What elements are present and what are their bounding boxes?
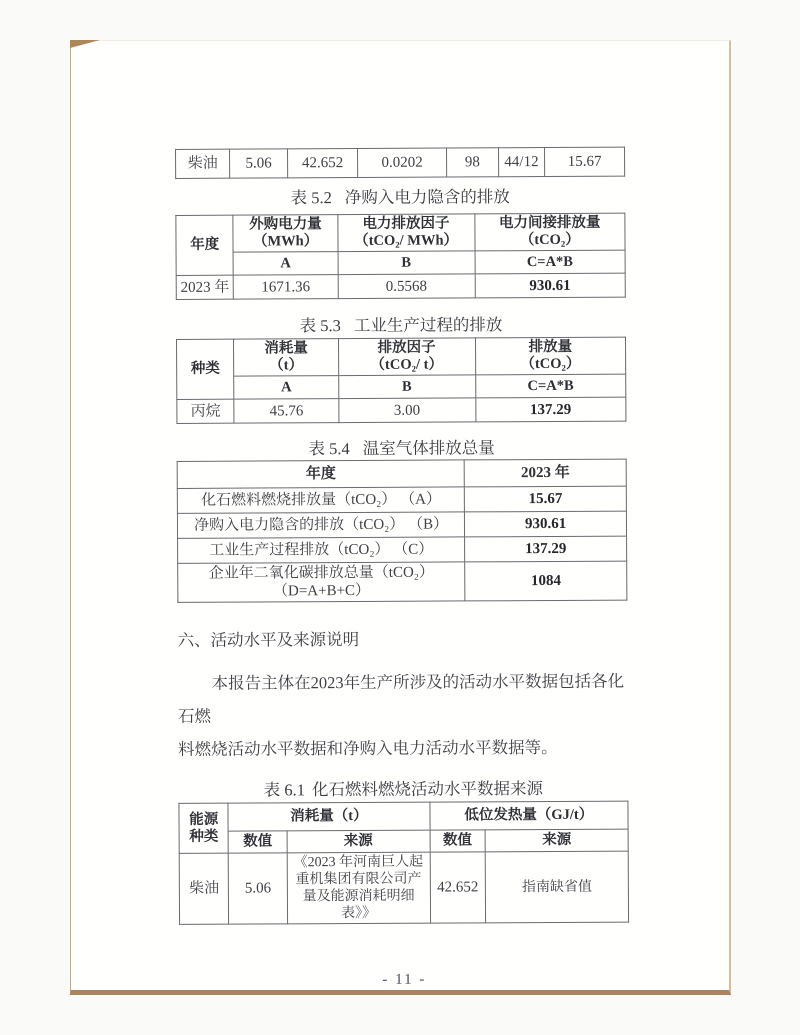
caption-title: 工业生产过程的排放 [353, 315, 503, 336]
table-cell: 5.06 [230, 149, 288, 178]
column-header-line2: （MWh） [252, 233, 319, 250]
caption-label: 表 5.3 [299, 316, 341, 336]
caption-title: 净购入电力隐含的排放 [344, 187, 510, 208]
result-cell: 137.29 [475, 397, 626, 422]
column-header [475, 337, 626, 375]
table-5-3 [176, 337, 626, 424]
table-5-4 [177, 459, 628, 603]
table-5-2 [175, 213, 625, 300]
column-header [234, 339, 338, 377]
column-header [337, 214, 474, 252]
value-cell: 42.652 [430, 852, 486, 923]
table-5-3-caption [176, 314, 626, 338]
value-cell: 45.76 [234, 399, 338, 424]
column-header [338, 338, 475, 376]
column-header-line1: 电力间接排放量 [498, 214, 601, 232]
row-label: 企业年二氧化碳排放总量（tCO₂） （D=A+B+C） [178, 562, 466, 603]
page-content [175, 145, 629, 990]
page-number: - 11 - [382, 971, 427, 988]
group-header: 消耗量（t） [228, 802, 429, 831]
paper-sheet [70, 40, 731, 995]
table-cell: 15.67 [545, 147, 625, 176]
value-cell: 5.06 [229, 853, 288, 924]
paragraph-line: 料燃烧活动水平数据和净购入电力活动水平数据等。 [178, 737, 558, 759]
column-header-line1: 排放量 [528, 338, 573, 356]
caption-label: 表 5.4 [308, 439, 350, 459]
sub-header: 来源 [287, 830, 430, 853]
fuel-name-cell: 柴油 [176, 149, 230, 178]
group-header: 低位发热量（GJ/t） [429, 801, 628, 830]
table-6-1 [178, 801, 629, 925]
column-header-line2: （tCO₂） [519, 231, 580, 249]
value-cell: 0.5568 [338, 274, 475, 299]
row-value: 1084 [465, 561, 627, 601]
sub-header: 数值 [228, 831, 286, 853]
column-header [474, 213, 625, 251]
row-label: 工业生产过程排放（tCO₂） （C） [178, 537, 465, 564]
result-cell: 930.61 [475, 273, 626, 298]
column-header-line2: （tCO₂/ MWh） [354, 232, 459, 250]
column-header-line2: （tCO₂） [520, 355, 581, 373]
section-paragraph [178, 665, 629, 766]
table-5-1-continuation [175, 147, 625, 179]
sub-header: 来源 [485, 829, 628, 852]
column-header-line1: 电力排放因子 [362, 215, 450, 232]
formula-cell: B [338, 251, 475, 275]
section-heading: 六、活动水平及来源说明 [177, 629, 360, 650]
row-header-line1: 能源 [189, 811, 219, 828]
value-cell: 1671.36 [234, 275, 338, 300]
column-header-line2: （t） [269, 357, 304, 374]
row-header-line2: 种类 [189, 828, 219, 845]
row-value: 15.67 [465, 486, 627, 512]
energy-cell: 柴油 [179, 853, 229, 924]
row-value: 930.61 [465, 511, 627, 537]
column-header: 年度 [177, 460, 464, 489]
formula-cell: B [338, 375, 475, 399]
formula-cell: A [234, 252, 338, 276]
year-cell: 2023 年 [176, 275, 234, 299]
table-cell: 44/12 [498, 148, 544, 177]
row-label: 化石燃料燃烧排放量（tCO₂） （A） [177, 487, 464, 514]
row-value: 137.29 [465, 536, 627, 562]
formula-cell: C=A*B [475, 250, 626, 274]
row-header: 种类 [177, 339, 235, 399]
row-header: 年度 [176, 215, 234, 275]
source-cell: 指南缺省值 [485, 851, 628, 923]
column-header-line1: 消耗量 [264, 340, 308, 357]
column-header-line2: （tCO₂/ t） [370, 356, 443, 373]
row-label: 净购入电力隐含的排放（tCO₂） （B） [177, 512, 464, 539]
source-cell: 《2023 年河南巨人起重机集团有限公司产量及能源消耗明细表》》 [287, 852, 430, 924]
table-cell: 42.652 [287, 148, 358, 177]
table-5-2-caption [175, 186, 625, 210]
column-header-line1: 排放因子 [377, 339, 436, 356]
formula-cell: C=A*B [475, 374, 626, 398]
caption-label: 表 6.1 [263, 780, 306, 800]
table-6-1-caption [178, 778, 628, 802]
formula-cell: A [234, 376, 338, 400]
column-header: 2023 年 [465, 459, 627, 487]
column-header-line1: 外购电力量 [249, 216, 322, 233]
table-cell: 0.0202 [358, 148, 447, 177]
value-cell: 3.00 [338, 398, 475, 423]
caption-label: 表 5.2 [290, 188, 332, 208]
table-cell: 98 [446, 148, 498, 177]
kind-cell: 丙烷 [177, 399, 235, 423]
page-corner-mark [70, 40, 100, 48]
row-header [179, 803, 229, 853]
paragraph-line: 本报告主体在2023年生产所涉及的活动水平数据包括各化石燃 [177, 671, 625, 726]
caption-title: 温室气体排放总量 [362, 438, 495, 458]
column-header [233, 215, 337, 253]
sub-header: 数值 [430, 830, 486, 852]
caption-title: 化石燃料燃烧活动水平数据来源 [311, 779, 544, 800]
table-5-4-caption [177, 437, 627, 461]
